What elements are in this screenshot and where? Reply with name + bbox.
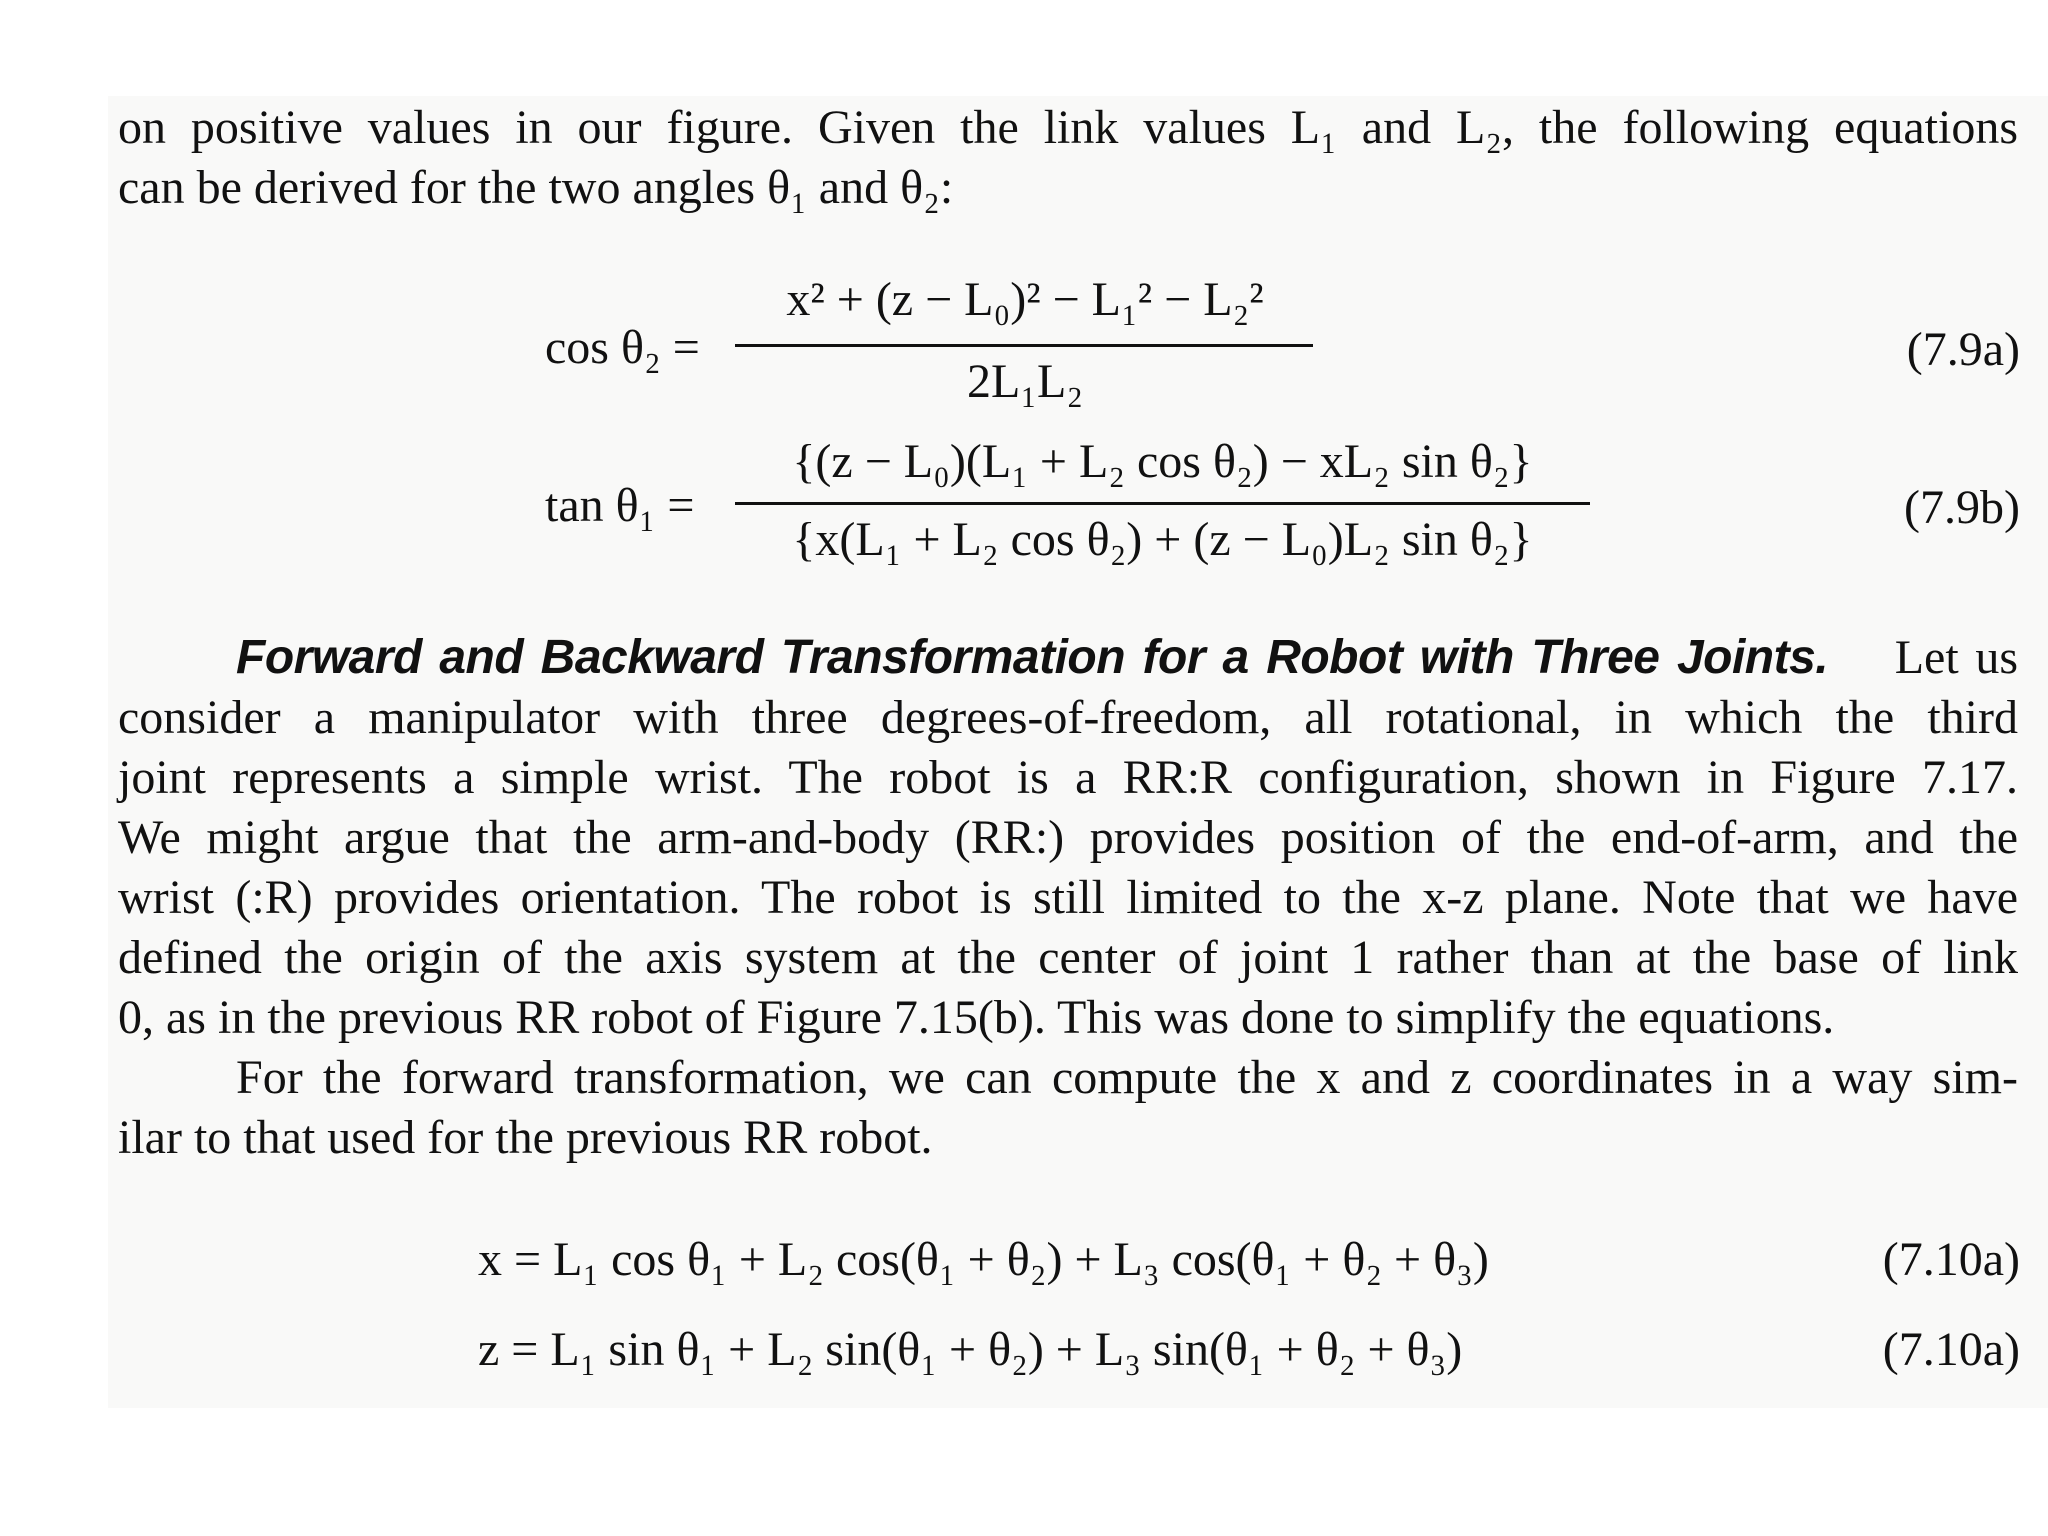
section-line-0: Let us <box>1894 631 2019 684</box>
intro-paragraph <box>118 98 2018 218</box>
eq-7-10a-x: x = L₁ cos θ₁ + L₂ cos(θ₁ + θ₂) + L₃ cos(θ₁ + θ₂ + θ₃) <box>478 1233 1489 1286</box>
eq-7-9a-denominator: 2L₁L₂ <box>966 355 1084 408</box>
section-line-1: consider a manipulator with three degrees-of-freedom, all rotational, in which the third <box>118 691 2018 744</box>
eq-7-10a-z-number: (7.10a) <box>1882 1323 2020 1376</box>
section-line-7: For the forward transformation, we can compute the x and z coordinates in a way sim- <box>236 1051 2018 1104</box>
eq-7-9b-fraction-bar <box>735 502 1590 505</box>
section-line-8: ilar to that used for the previous RR robot. <box>118 1111 933 1164</box>
section-paragraph <box>118 628 2018 1168</box>
section-first-line <box>118 628 2018 688</box>
section-line-2: joint represents a simple wrist. The robot is a RR:R configuration, shown in Figure 7.17. <box>118 751 2018 804</box>
section-line-5: defined the origin of the axis system at the center of joint 1 rather than at the base of link <box>118 931 2018 984</box>
eq-7-9a-number: (7.9a) <box>1906 323 2020 376</box>
section-heading: Forward and Backward Transformation for a Robot with Three Joints. <box>236 631 1829 684</box>
eq-7-9a-numerator: x² + (z − L₀)² − L₁² − L₂² <box>786 273 1264 326</box>
section-line-6: 0, as in the previous RR robot of Figure 7.15(b). This was done to simplify the equations. <box>118 991 1835 1044</box>
eq-7-9b-denominator: {x(L₁ + L₂ cos θ₂) + (z − L₀)L₂ sin θ₂} <box>792 513 1533 566</box>
eq-7-9b-number: (7.9b) <box>1904 481 2020 534</box>
eq-7-9a-fraction-bar <box>735 344 1313 347</box>
section-line-3: We might argue that the arm-and-body (RR:) provides position of the end-of-arm, and the <box>118 811 2018 864</box>
section-line-4: wrist (:R) provides orientation. The robot is still limited to the x-z plane. Note that we have <box>118 871 2018 924</box>
eq-7-10a-z: z = L₁ sin θ₁ + L₂ sin(θ₁ + θ₂) + L₃ sin(θ₁ + θ₂ + θ₃) <box>478 1323 1463 1376</box>
eq-7-9b-numerator: {(z − L₀)(L₁ + L₂ cos θ₂) − xL₂ sin θ₂} <box>792 435 1533 488</box>
eq-7-9a-lhs: cos θ₂ = <box>545 321 700 374</box>
eq-7-9b-lhs: tan θ₁ = <box>545 479 695 532</box>
intro-line-2: can be derived for the two angles θ₁ and θ₂: <box>118 161 954 214</box>
eq-7-10a-x-number: (7.10a) <box>1882 1233 2020 1286</box>
intro-line-1: on positive values in our figure. Given the link values L₁ and L₂, the following equations <box>118 101 2018 154</box>
